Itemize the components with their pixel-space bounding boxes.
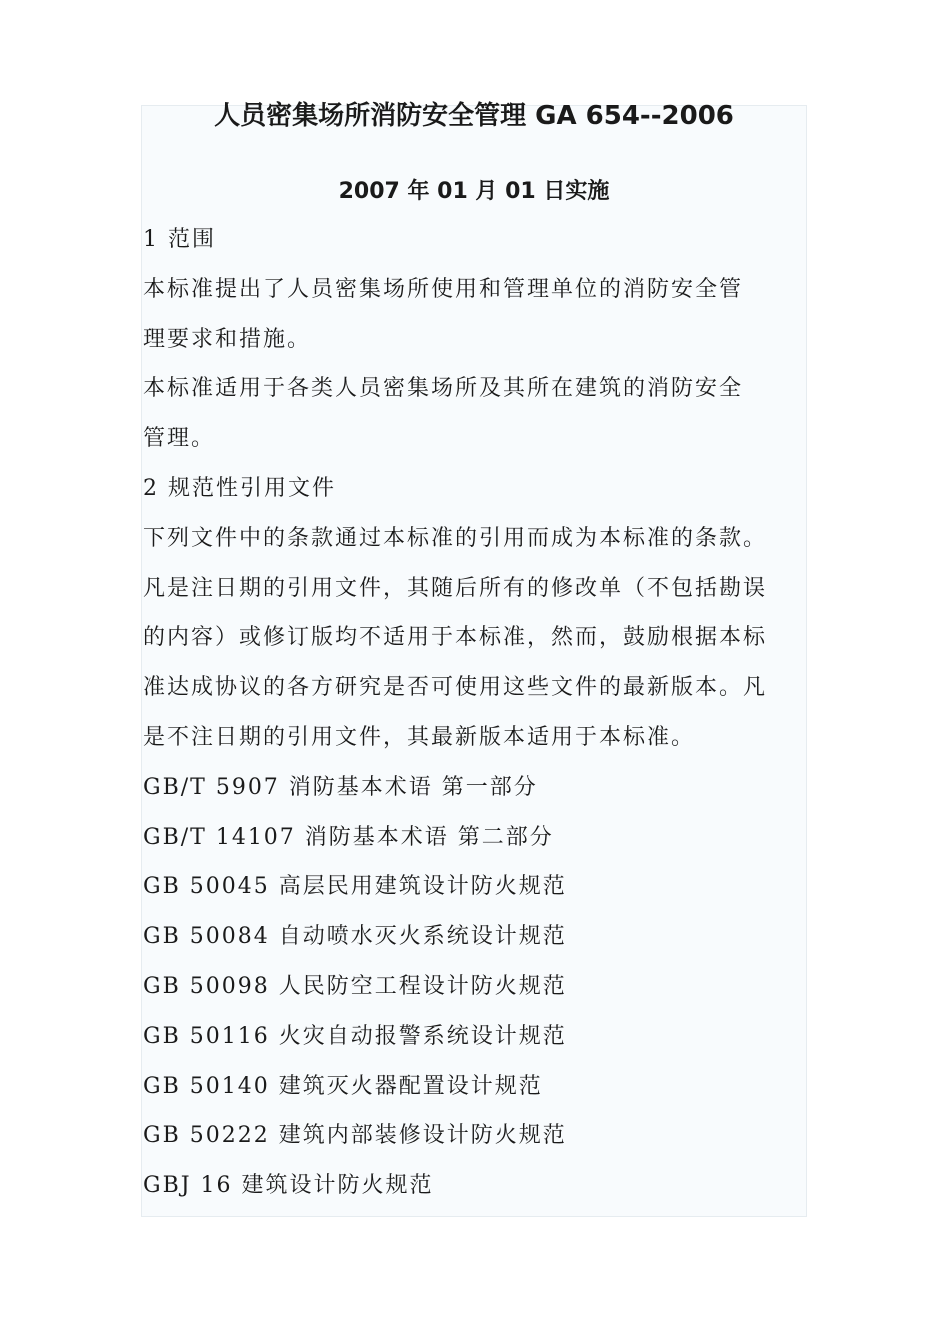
- effective-date: 2007 年 01 月 01 日实施: [338, 179, 610, 204]
- paragraph-line: 准达成协议的各方研究是否可使用这些文件的最新版本。凡: [143, 675, 768, 701]
- section-heading-references: 2 规范性引用文件: [143, 475, 336, 501]
- reference-item: GB/T 14107 消防基本术语 第二部分: [143, 824, 554, 850]
- paragraph-line: 本标准适用于各类人员密集场所及其所在建筑的消防安全: [143, 376, 744, 402]
- reference-item: GB 50116 火灾自动报警系统设计规范: [143, 1023, 567, 1049]
- section-heading-scope: 1 范围: [143, 227, 216, 252]
- paragraph-line: 下列文件中的条款通过本标准的引用而成为本标准的条款。: [143, 525, 768, 551]
- reference-item: GB 50098 人民防空工程设计防火规范: [143, 973, 567, 999]
- paragraph-line: 凡是注日期的引用文件，其随后所有的修改单（不包括勘误: [143, 575, 768, 601]
- reference-item: GB 50140 建筑灭火器配置设计规范: [143, 1073, 543, 1099]
- paragraph-line: 的内容）或修订版均不适用于本标准，然而，鼓励根据本标: [143, 625, 768, 651]
- paragraph-line: 管理。: [143, 426, 216, 452]
- reference-item: GB 50045 高层民用建筑设计防火规范: [143, 874, 567, 900]
- paragraph-line: 理要求和措施。: [143, 326, 312, 352]
- reference-item: GB 50084 自动喷水灭火系统设计规范: [143, 924, 567, 950]
- document-title: 人员密集场所消防安全管理 GA 654--2006: [214, 101, 734, 131]
- reference-item: GBJ 16 建筑设计防火规范: [143, 1173, 434, 1199]
- reference-item: GB/T 5907 消防基本术语 第一部分: [143, 774, 538, 800]
- reference-item: GB 50222 建筑内部装修设计防火规范: [143, 1123, 567, 1149]
- paragraph-line: 本标准提出了人员密集场所使用和管理单位的消防安全管: [143, 276, 744, 302]
- document-body: [143, 215, 807, 1211]
- paragraph-line: 是不注日期的引用文件，其最新版本适用于本标准。: [143, 724, 696, 750]
